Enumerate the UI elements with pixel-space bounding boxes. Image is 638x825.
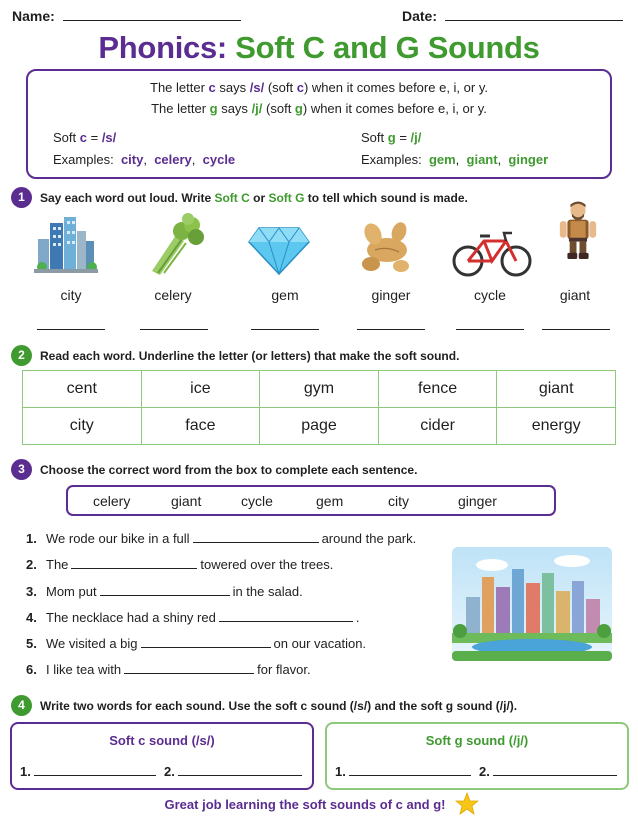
table-cell[interactable]: giant [497,371,616,408]
table-cell[interactable]: page [260,408,379,445]
word-bank-item: giant [171,493,202,509]
bicycle-icon [450,222,534,284]
section3-instruction: Choose the correct word from the box to complete each sentence. [40,463,418,477]
answer-line-ginger[interactable] [357,329,425,330]
star-icon [455,792,479,816]
answer-blank[interactable] [493,775,617,776]
rule-line-c: The letter c says /s/ (soft c) when it comes before e, i, or y. [150,80,488,95]
section2-number: 2 [11,345,32,366]
sentence-blank[interactable] [100,595,230,596]
gem-icon [247,216,311,278]
table-cell[interactable]: fence [378,371,497,408]
name-label: Name: [12,8,55,24]
soft-c-box [10,722,314,790]
ginger-root-icon [355,216,419,278]
section4-number: 4 [11,695,32,716]
answer-line-city[interactable] [37,329,105,330]
soft-g-box [325,722,629,790]
answer-blank[interactable] [178,775,302,776]
answer-blank[interactable] [349,775,471,776]
sentence-1: 1. We rode our bike in a full around the park. [26,531,417,546]
word-gem: gem [271,287,299,303]
soft-g-box-title: Soft g sound (/j/) [425,733,529,748]
sentence-5: 5. We visited a big on our vacation. [26,636,367,651]
answer-line-cycle[interactable] [456,329,524,330]
date-field [402,8,623,26]
table-row [23,371,616,408]
soft-c-answer-2: 2. [164,764,305,779]
sentence-3: 3. Mom put in the salad. [26,584,303,599]
sentence-6: 6. I like tea with for flavor. [26,662,311,677]
sentence-blank[interactable] [71,568,197,569]
word-city: city [60,287,82,303]
word-cycle: cycle [474,287,506,303]
word-table [22,370,616,445]
table-cell[interactable]: cider [378,408,497,445]
word-bank-item: gem [316,493,344,509]
city-buildings-icon [34,213,98,275]
word-celery: celery [154,287,192,303]
section3-number: 3 [11,459,32,480]
name-field [12,8,241,26]
soft-c-answer-1: 1. [20,764,159,779]
rule-line-g: The letter g says /j/ (soft g) when it comes before e, i, or y. [151,101,487,116]
sentence-blank[interactable] [193,542,319,543]
soft-g-answer-2: 2. [479,764,620,779]
section1-number: 1 [11,187,32,208]
sentence-2: 2. The towered over the trees. [26,557,334,572]
soft-c-definition: Soft c = /s/ [53,130,117,145]
answer-blank[interactable] [34,775,156,776]
word-bank-item: city [388,493,409,509]
soft-g-examples: Examples: gem, giant, ginger [361,152,549,167]
name-line[interactable] [63,20,241,21]
section2-instruction: Read each word. Underline the letter (or letters) that make the soft sound. [40,349,460,363]
sentence-4: 4. The necklace had a shiny red . [26,610,360,625]
giant-icon [546,200,610,262]
title-part1: Phonics: [98,30,227,65]
word-bank-item: ginger [458,493,497,509]
word-bank-item: cycle [241,493,273,509]
answer-line-gem[interactable] [251,329,319,330]
answer-line-celery[interactable] [140,329,208,330]
word-bank [66,485,556,516]
footer-message: Great job learning the soft sounds of c and g! [164,797,446,812]
date-label: Date: [402,8,438,24]
date-line[interactable] [445,20,623,21]
table-cell[interactable]: energy [497,408,616,445]
word-bank-item: celery [93,493,131,509]
city-skyline-illustration [452,547,612,661]
page-title [0,30,638,66]
table-cell[interactable]: ice [141,371,260,408]
table-cell[interactable]: gym [260,371,379,408]
soft-g-definition: Soft g = /j/ [361,130,422,145]
section4-instruction: Write two words for each sound. Use the soft c sound (/s/) and the soft g sound (/j/). [40,699,518,713]
answer-line-giant[interactable] [542,329,610,330]
sentence-blank[interactable] [124,673,254,674]
word-ginger: ginger [371,287,411,303]
word-giant: giant [559,287,591,303]
soft-g-answer-1: 1. [335,764,474,779]
soft-c-box-title: Soft c sound (/s/) [109,733,215,748]
section1-instruction: Say each word out loud. Write Soft C or Soft G to tell which sound is made. [40,191,468,205]
soft-c-examples: Examples: city, celery, cycle [53,152,236,167]
table-row [23,408,616,445]
celery-icon [146,213,210,275]
rule-box [26,69,612,179]
table-cell[interactable]: city [23,408,142,445]
table-cell[interactable]: face [141,408,260,445]
title-part2: Soft C and G Sounds [235,30,540,65]
table-cell[interactable]: cent [23,371,142,408]
sentence-blank[interactable] [141,647,271,648]
sentence-blank[interactable] [219,621,353,622]
